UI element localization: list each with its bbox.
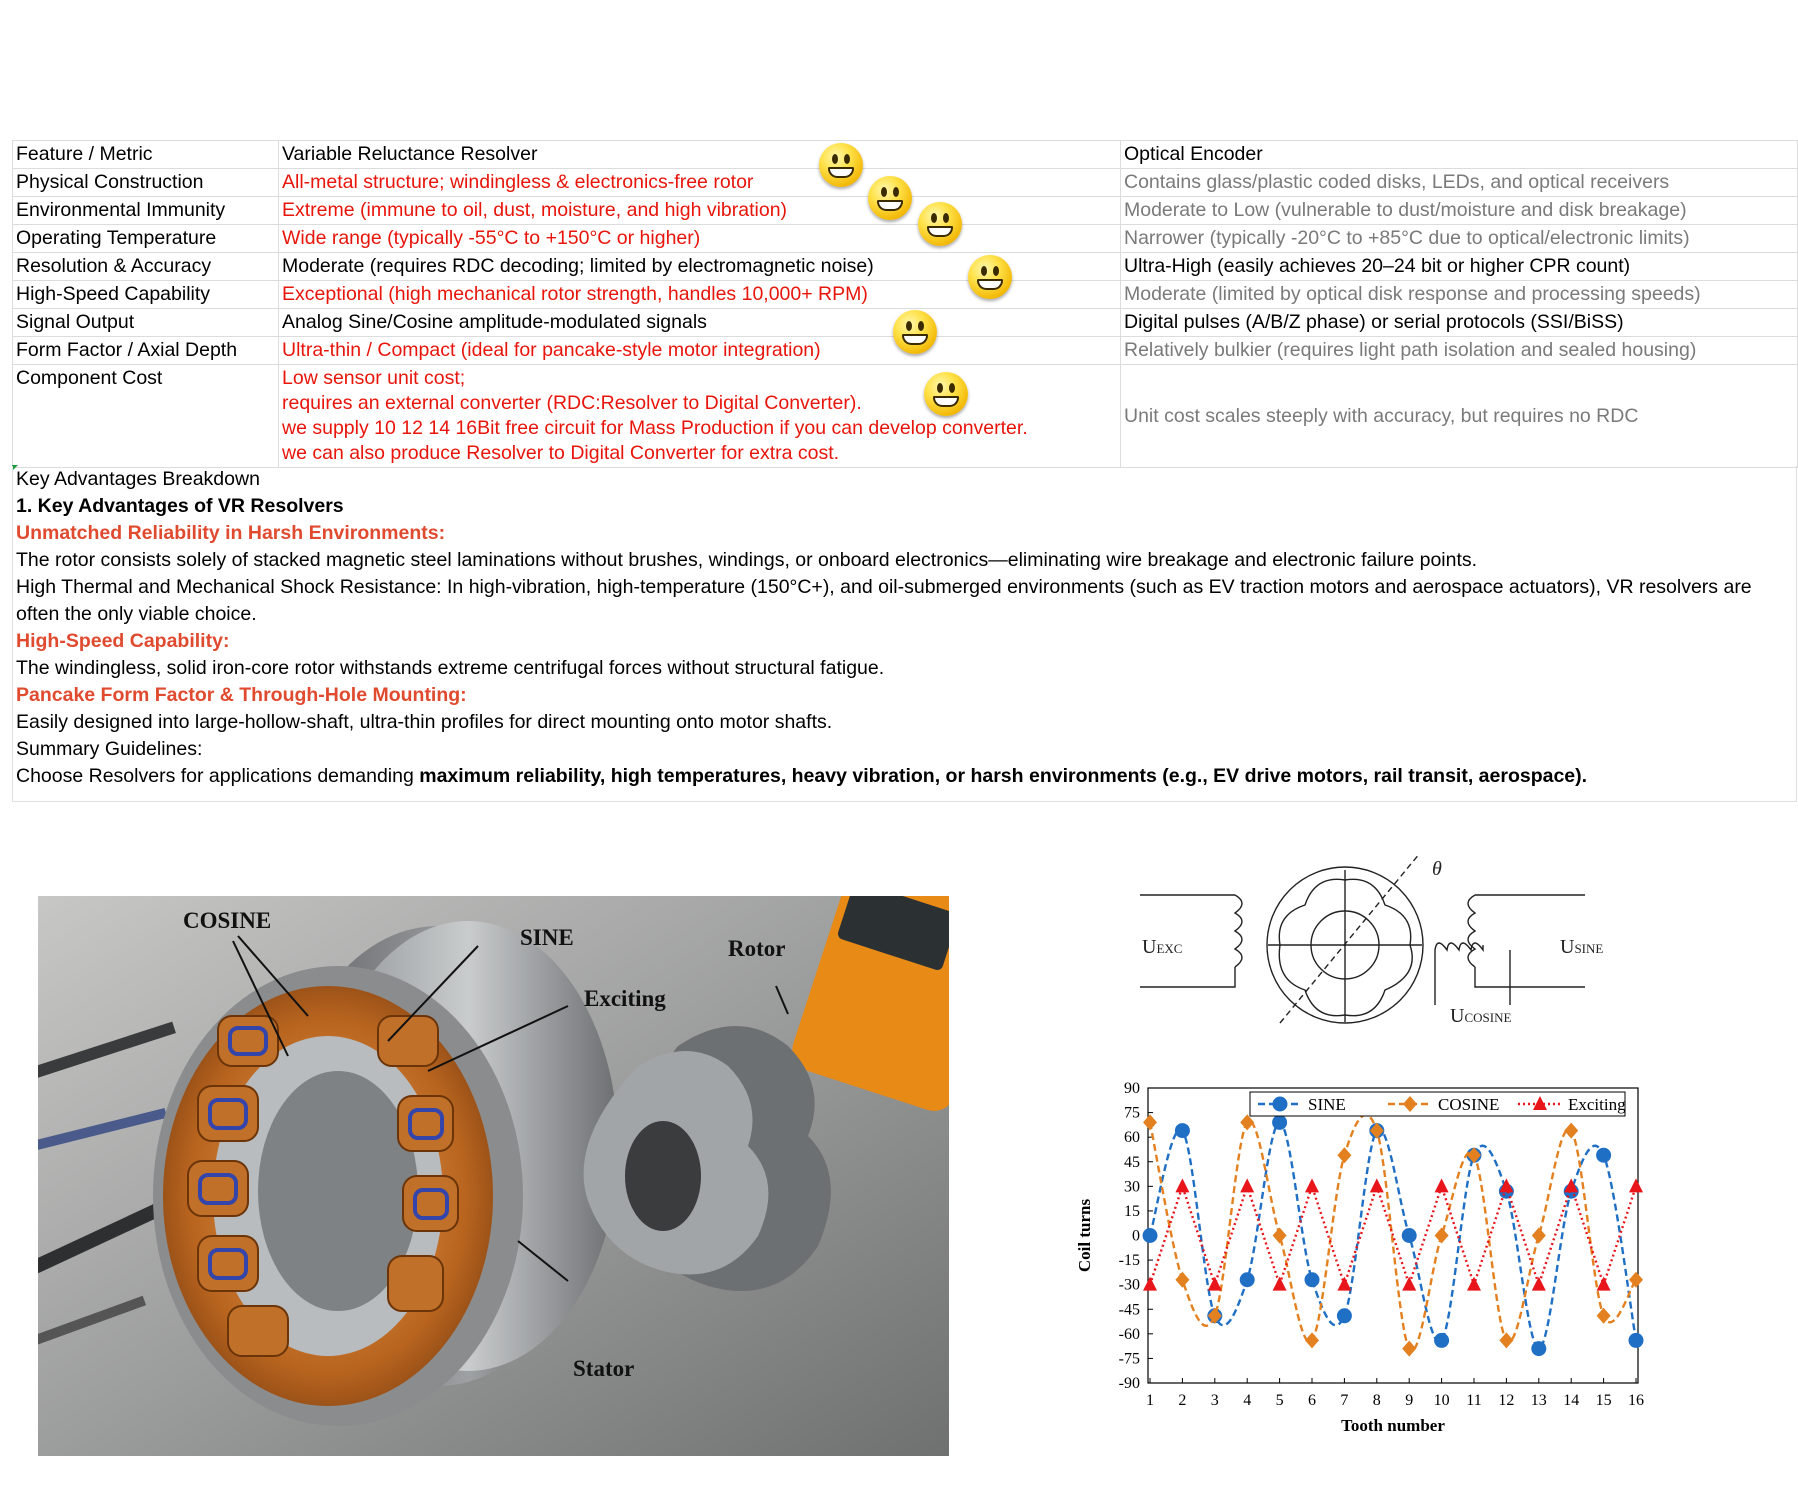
table-header-row [13,141,1798,169]
legend-label: Exciting [1568,1095,1626,1114]
shock-resistance-text: High Thermal and Mechanical Shock Resistance: In high-vibration, high-temperature (150°C+), and oil-submerged environments (such as EV traction motors and aerospace actuators), VR resolvers are often the only viable choice. [16,576,1752,625]
smiley-emoji-icon [868,176,912,220]
data-point-sine [1175,1123,1190,1138]
table-row [13,281,1798,309]
x-tick-label: 16 [1628,1392,1644,1409]
y-tick-label: -75 [1118,1350,1140,1368]
resolver-cell: Moderate (requires RDC decoding; limited by electromagnetic noise) [279,253,1121,281]
y-tick-label: -45 [1118,1301,1140,1319]
data-point-cosine [1175,1272,1189,1288]
data-point-exciting [1532,1277,1546,1291]
legend-label: SINE [1308,1095,1346,1114]
resolver-cost-line: we can also produce Resolver to Digital Converter for extra cost. [282,442,840,464]
y-tick-label: -30 [1118,1276,1140,1294]
x-tick-label: 13 [1530,1392,1547,1409]
data-point-sine [1305,1272,1320,1287]
encoder-cell: Moderate to Low (vulnerable to dust/moisture and disk breakage) [1121,197,1798,225]
y-tick-label: -15 [1118,1252,1140,1270]
breakdown-title: Key Advantages Breakdown [16,468,260,490]
x-axis-label: Tooth number [1341,1416,1445,1435]
schematic-theta: θ [1432,858,1442,880]
schematic-u-exc-sub: EXC [1156,941,1183,956]
summary-text [13,763,1796,790]
table-row [13,225,1798,253]
data-point-exciting [1208,1277,1222,1291]
feature-cell: Form Factor / Axial Depth [13,337,279,365]
data-point-exciting [1143,1277,1157,1291]
data-point-sine [1629,1333,1644,1348]
resolver-cell: All-metal structure; windingless & electronics-free rotor [279,169,1121,197]
x-tick-label: 11 [1466,1392,1482,1409]
x-tick-label: 10 [1433,1392,1450,1409]
smiley-emoji-icon [918,202,962,246]
encoder-cell: Relatively bulkier (requires light path isolation and sealed housing) [1121,337,1798,365]
resolver-cell: Exceptional (high mechanical rotor strength, handles 10,000+ RPM) [279,281,1121,309]
feature-cell: Physical Construction [13,169,279,197]
photo-label-rotor: Rotor [728,936,786,961]
feature-cell: Signal Output [13,309,279,337]
legend-marker [1273,1097,1288,1112]
data-point-cosine [1499,1332,1513,1348]
table-row-cost [13,365,1798,468]
y-tick-label: 45 [1124,1153,1140,1171]
photo-label-exciting: Exciting [584,986,666,1011]
data-point-cosine [1337,1147,1351,1163]
key-advantages-section [12,466,1797,802]
data-point-cosine [1305,1332,1319,1348]
summary-label: Summary Guidelines: [16,738,203,760]
data-point-cosine [1273,1228,1287,1244]
x-tick-label: 2 [1178,1392,1187,1409]
data-point-exciting [1370,1178,1384,1192]
resolver-cost-line: we supply 10 12 14 16Bit free circuit for Mass Production if you can develop converter. [282,417,1028,439]
data-point-sine [1272,1115,1287,1130]
data-point-exciting [1305,1178,1319,1192]
x-tick-label: 5 [1275,1392,1284,1409]
x-tick-label: 3 [1210,1392,1219,1409]
resolver-photo-illustration [38,896,949,1456]
schematic-u-exc-main: U [1142,936,1157,958]
data-point-exciting [1629,1178,1643,1192]
data-point-cosine [1597,1308,1611,1324]
schematic-u-cosine-sub: COSINE [1464,1010,1512,1025]
data-point-cosine [1532,1228,1546,1244]
feature-cell: Environmental Immunity [13,197,279,225]
y-tick-label: 90 [1124,1080,1140,1097]
y-tick-label: 30 [1124,1178,1140,1196]
data-point-exciting [1435,1178,1449,1192]
header-encoder: Optical Encoder [1121,141,1798,169]
reliability-heading: Unmatched Reliability in Harsh Environments: [16,522,446,544]
photo-label-cosine: COSINE [183,908,272,933]
data-point-exciting [1175,1178,1189,1192]
x-tick-label: 8 [1372,1392,1381,1409]
x-tick-label: 9 [1405,1392,1414,1409]
data-point-sine [1531,1341,1546,1356]
x-tick-label: 12 [1498,1392,1515,1409]
summary-bold: maximum reliability, high temperatures, heavy vibration, or harsh environments (e.g., EV drive motors, rail transit, aerospace). [419,765,1588,787]
x-tick-label: 14 [1563,1392,1580,1409]
smiley-emoji-icon [893,310,937,354]
encoder-cell: Ultra-High (easily achieves 20–24 bit or higher CPR count) [1121,253,1798,281]
x-tick-label: 6 [1308,1392,1316,1409]
data-point-cosine [1435,1228,1449,1244]
y-tick-label: 0 [1132,1227,1140,1245]
y-tick-label: 75 [1124,1104,1140,1122]
resolver-cell: Ultra-thin / Compact (ideal for pancake-style motor integration) [279,337,1121,365]
resolver-schematic-drawing [1130,855,1630,1040]
data-point-exciting [1467,1277,1481,1291]
data-point-exciting [1499,1178,1513,1192]
schematic-u-cosine [1450,1005,1511,1027]
data-point-cosine [1143,1114,1157,1130]
y-tick-label: -60 [1118,1325,1140,1343]
coil-turns-chart [1060,1070,1660,1450]
data-point-cosine [1402,1341,1416,1357]
x-tick-label: 7 [1340,1392,1349,1409]
data-point-cosine [1564,1123,1578,1139]
high-speed-heading: High-Speed Capability: [16,630,230,652]
encoder-cell: Digital pulses (A/B/Z phase) or serial protocols (SSI/BiSS) [1121,309,1798,337]
resolver-photo [38,896,949,1456]
x-tick-label: 15 [1595,1392,1612,1409]
resolver-cost-line: requires an external converter (RDC:Resolver to Digital Converter). [282,392,862,414]
data-point-sine [1402,1228,1417,1243]
y-tick-label: -90 [1118,1375,1140,1392]
resolver-cell: Analog Sine/Cosine amplitude-modulated signals [279,309,1121,337]
data-point-sine [1337,1308,1352,1323]
reliability-text: The rotor consists solely of stacked magnetic steel laminations without brushes, windings, or onboard electronics—eliminating wire breakage and electronic failure points. [16,549,1478,571]
smiley-emoji-icon [924,372,968,416]
coil-turns-chart-svg [1060,1070,1660,1450]
x-tick-label: 4 [1243,1392,1252,1409]
schematic-u-exc [1142,936,1182,958]
feature-cell: High-Speed Capability [13,281,279,309]
y-tick-label: 15 [1124,1202,1140,1220]
data-point-sine [1434,1333,1449,1348]
resolver-cell: Wide range (typically -55°C to +150°C or higher) [279,225,1121,253]
legend-label: COSINE [1438,1095,1500,1114]
smiley-emoji-icon [968,255,1012,299]
data-point-cosine [1629,1272,1643,1288]
encoder-cell: Moderate (limited by optical disk response and processing speeds) [1121,281,1798,309]
y-tick-label: 60 [1124,1129,1140,1147]
data-point-sine [1596,1148,1611,1163]
resolver-cell: Extreme (immune to oil, dust, moisture, and high vibration) [279,197,1121,225]
data-point-sine [1240,1272,1255,1287]
data-point-exciting [1402,1277,1416,1291]
encoder-cell: Narrower (typically -20°C to +85°C due to optical/electronic limits) [1121,225,1798,253]
data-point-exciting [1597,1277,1611,1291]
resolver-cost-cell [279,365,1121,468]
schematic-u-sine-main: U [1560,936,1575,958]
resolver-schematic [1130,855,1630,1040]
photo-label-sine: SINE [520,925,574,950]
data-point-cosine [1240,1114,1254,1130]
schematic-u-sine-sub: SINE [1574,941,1604,956]
data-point-exciting [1273,1277,1287,1291]
feature-cell: Resolution & Accuracy [13,253,279,281]
header-resolver: Variable Reluctance Resolver [279,141,1121,169]
high-speed-text: The windingless, solid iron-core rotor withstands extreme centrifugal forces without structural fatigue. [16,657,885,679]
pancake-text: Easily designed into large-hollow-shaft, ultra-thin profiles for direct mounting onto motor shafts. [16,711,833,733]
y-axis-label: Coil turns [1075,1198,1094,1273]
table-row [13,253,1798,281]
resolver-cost-line: Low sensor unit cost; [282,367,466,389]
summary-prefix: Choose Resolvers for applications demanding [16,765,420,787]
feature-cell: Component Cost [13,365,279,468]
smiley-emoji-icon [819,143,863,187]
schematic-u-cosine-main: U [1450,1005,1465,1027]
data-point-sine [1143,1228,1158,1243]
encoder-cell: Contains glass/plastic coded disks, LEDs, and optical receivers [1121,169,1798,197]
header-feature: Feature / Metric [13,141,279,169]
encoder-cost-cell: Unit cost scales steeply with accuracy, but requires no RDC [1121,365,1798,468]
section-heading: 1. Key Advantages of VR Resolvers [16,495,344,517]
data-point-exciting [1240,1178,1254,1192]
x-tick-label: 1 [1146,1392,1154,1409]
data-point-exciting [1337,1277,1351,1291]
photo-label-stator: Stator [573,1356,635,1381]
schematic-u-sine [1560,936,1603,958]
feature-cell: Operating Temperature [13,225,279,253]
pancake-heading: Pancake Form Factor & Through-Hole Mounting: [16,684,467,706]
